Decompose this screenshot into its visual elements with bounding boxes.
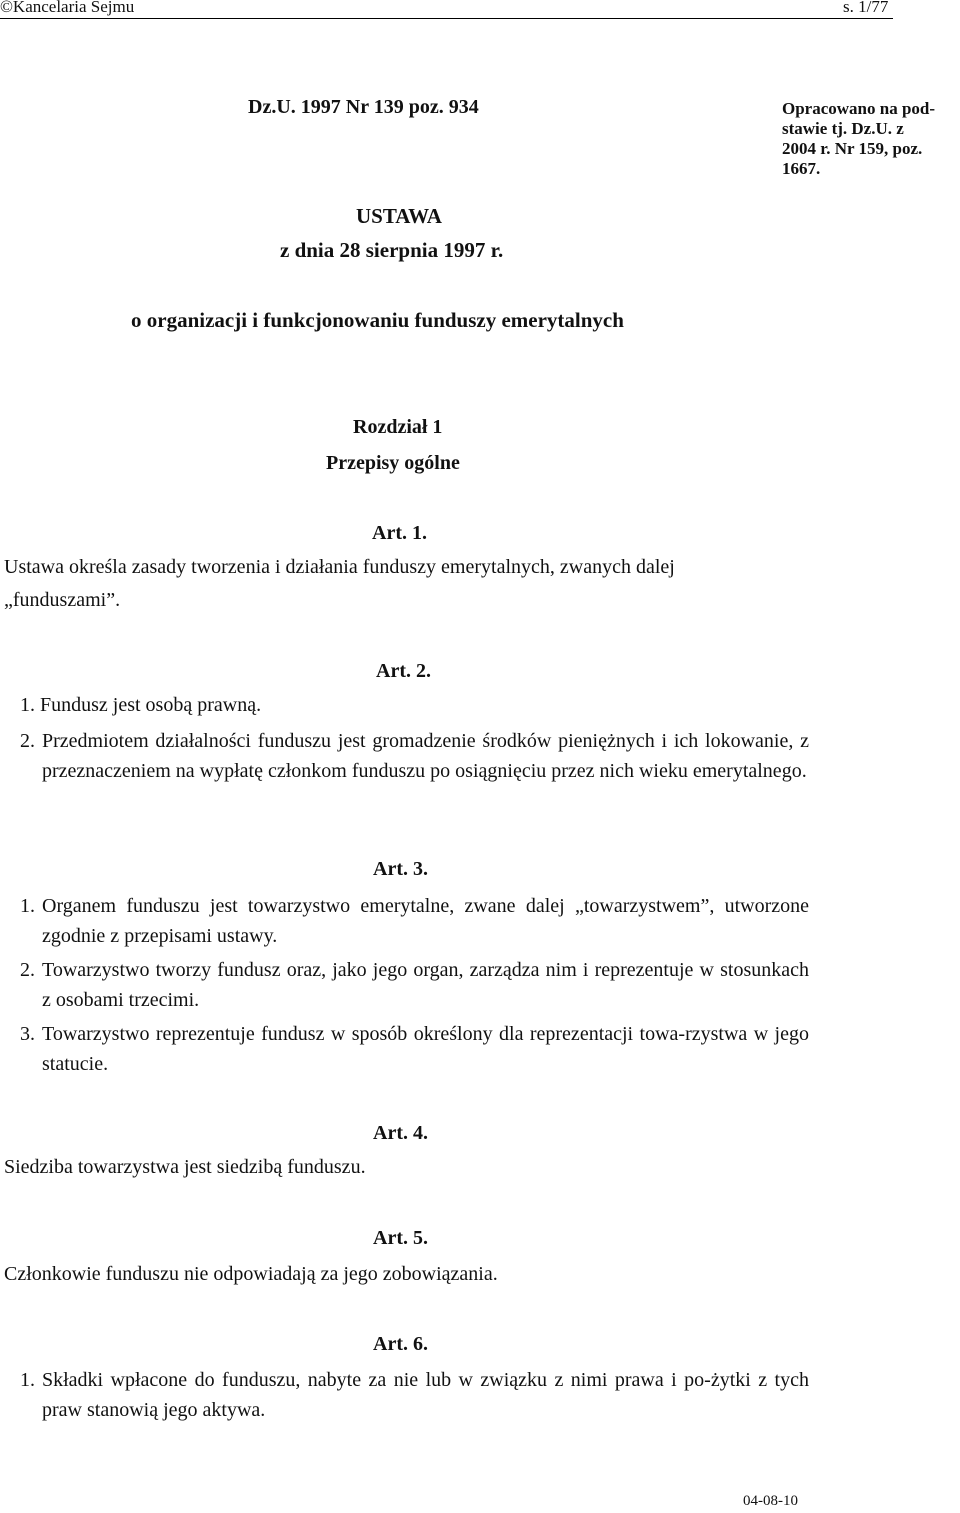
note-line: 2004 r. Nr 159, poz.: [782, 139, 923, 158]
chapter-title: Przepisy ogólne: [326, 452, 460, 474]
article-text: Siedziba towarzystwa jest siedzibą funduszu.: [4, 1156, 366, 1178]
paragraph-number: 1.: [20, 895, 35, 917]
article-text: „funduszami”.: [4, 589, 121, 611]
paragraph-text: Składki wpłacone do funduszu, nabyte za nie lub w związku z nimi prawa i po-żytki z tych praw stanowią jego aktywa.: [42, 1369, 809, 1421]
journal-reference: Dz.U. 1997 Nr 139 poz. 934: [248, 96, 479, 118]
paragraph: [20, 891, 809, 951]
paragraph-text: Przedmiotem działalności funduszu jest gromadzenie środków pieniężnych i ich lokowanie, z przeznaczeniem na wypłatę członkom funduszu po osiągnięciu przez nich wieku emerytalnego.: [42, 730, 809, 782]
article-heading: Art. 2.: [376, 660, 431, 682]
act-type: USTAWA: [356, 204, 442, 228]
paragraph: [20, 726, 809, 786]
article-heading: Art. 5.: [373, 1227, 428, 1249]
note-line: 1667.: [782, 159, 821, 178]
note-line: stawie tj. Dz.U. z: [782, 119, 904, 138]
paragraph: [20, 1019, 809, 1079]
article-heading: Art. 1.: [372, 522, 427, 544]
footer-date-code: 04-08-10: [743, 1493, 798, 1509]
paragraph-number: 2.: [20, 959, 35, 981]
article-text: Członkowie funduszu nie odpowiadają za jego zobowiązania.: [4, 1263, 498, 1285]
paragraph-number: 3.: [20, 1023, 35, 1045]
paragraph: [20, 1365, 809, 1425]
chapter-number: Rozdział 1: [353, 416, 443, 438]
paragraph-text: Towarzystwo reprezentuje fundusz w sposób określony dla reprezentacji towa-rzystwa w jego statucie.: [42, 1023, 809, 1075]
article-heading: Art. 3.: [373, 858, 428, 880]
header-copyright: ©Kancelaria Sejmu: [0, 0, 135, 16]
consolidation-note: [782, 99, 960, 179]
header-page-number: s. 1/77: [843, 0, 889, 16]
paragraph: 1. Fundusz jest osobą prawną.: [20, 694, 262, 716]
paragraph: [20, 955, 809, 1015]
article-heading: Art. 6.: [373, 1333, 428, 1355]
act-date: z dnia 28 sierpnia 1997 r.: [280, 238, 504, 262]
act-title: o organizacji i funkcjonowaniu funduszy emerytalnych: [131, 308, 624, 332]
header-divider: [0, 18, 893, 19]
paragraph-number: 1.: [20, 1369, 35, 1391]
article-heading: Art. 4.: [373, 1122, 428, 1144]
note-line: Opracowano na pod-: [782, 99, 936, 118]
paragraph-text: Organem funduszu jest towarzystwo emerytalne, zwane dalej „towarzystwem”, utworzone zgodnie z przepisami ustawy.: [42, 895, 809, 947]
paragraph-text: Towarzystwo tworzy fundusz oraz, jako jego organ, zarządza nim i reprezentuje w stosunkach z osobami trzecimi.: [42, 959, 809, 1011]
paragraph-number: 2.: [20, 730, 35, 752]
article-text: Ustawa określa zasady tworzenia i działania funduszy emerytalnych, zwanych dalej: [4, 556, 675, 578]
